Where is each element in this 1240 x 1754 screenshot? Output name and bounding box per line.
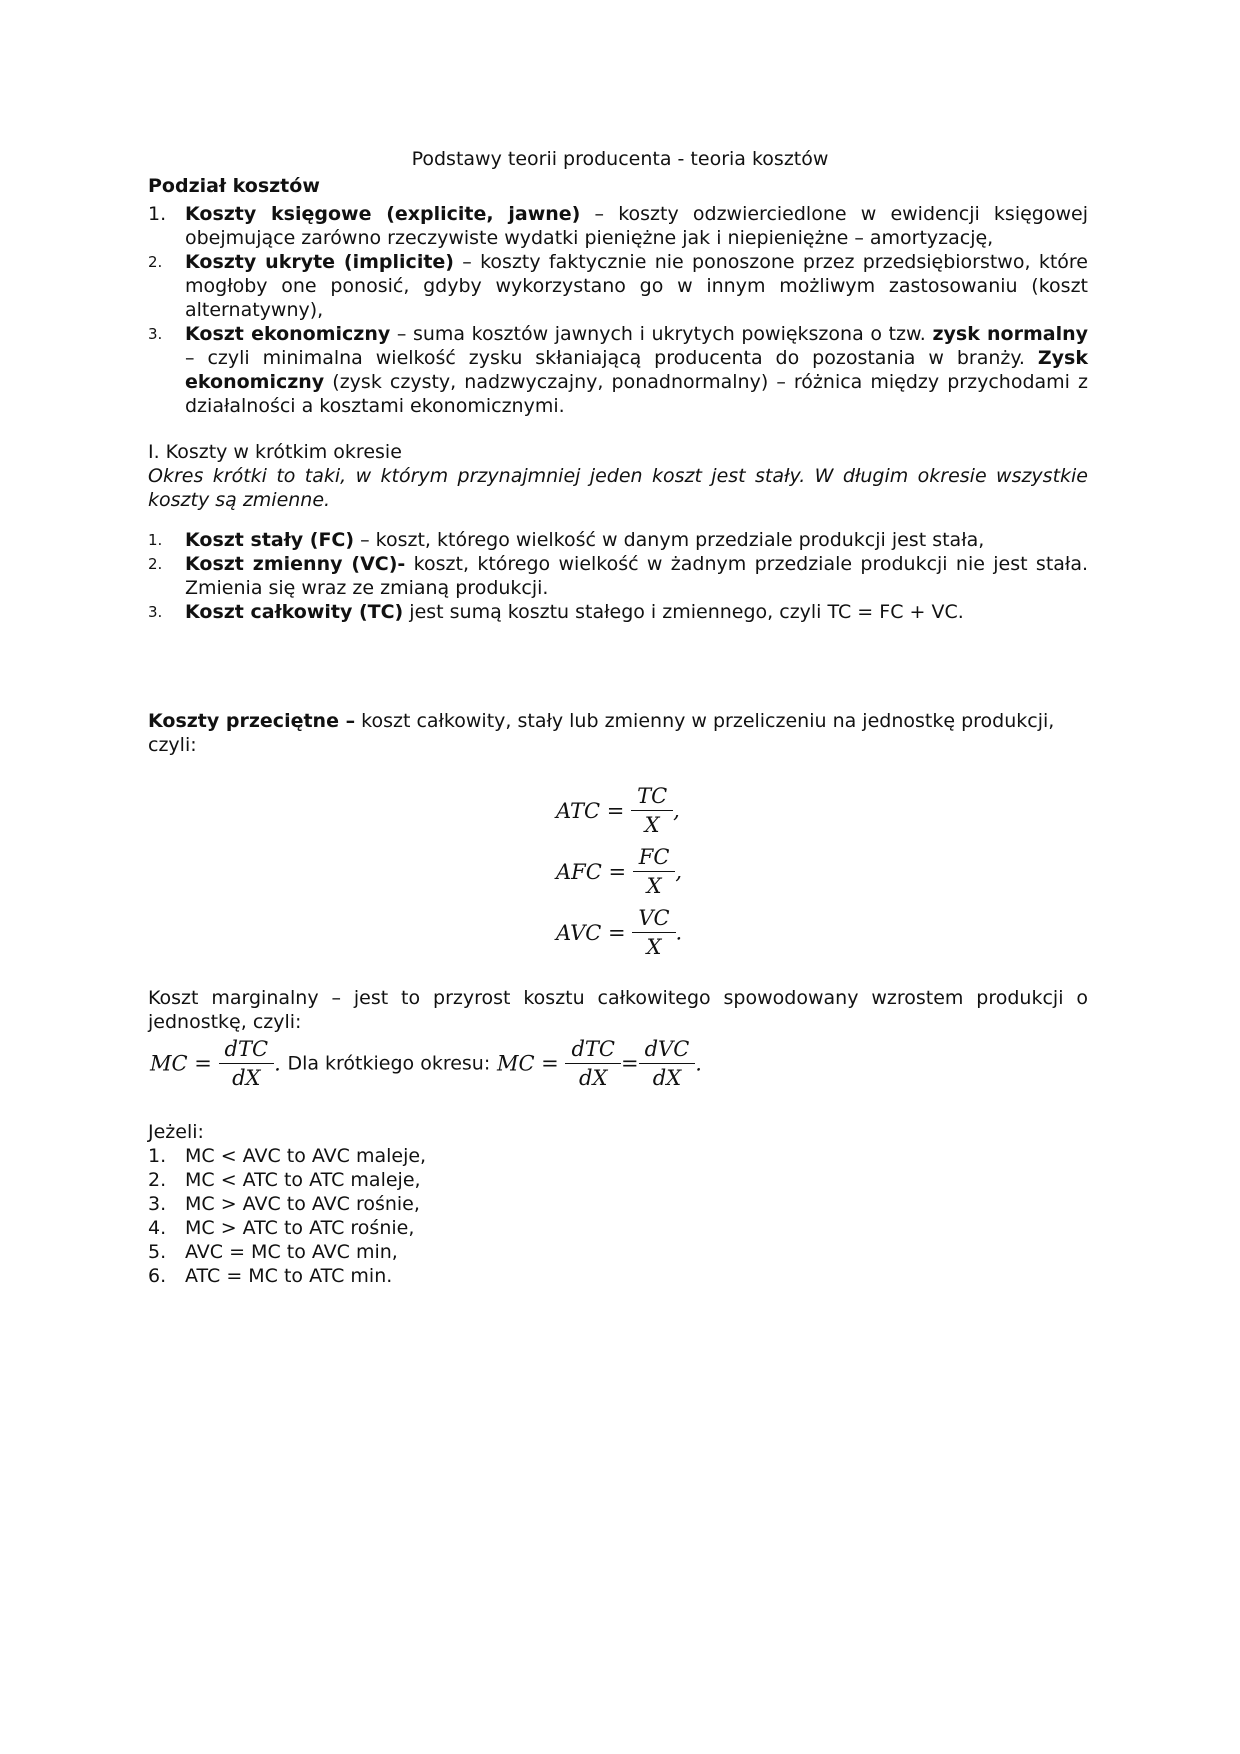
fraction-denominator: dX xyxy=(579,1066,608,1090)
condition-text: MC > AVC to AVC rośnie, xyxy=(185,1193,420,1215)
short-run-heading: I. Koszty w krótkim okresie xyxy=(148,441,402,463)
term-definition: koszt całkowity, stały lub zmienny w przeliczeniu na jednostkę produkcji, czyli: xyxy=(148,710,1055,756)
list-item xyxy=(148,528,1088,552)
fraction-numerator: dTC xyxy=(565,1035,621,1064)
short-run-cost-list-block xyxy=(148,528,1088,624)
condition-text: AVC = MC to AVC min, xyxy=(185,1241,398,1263)
fraction-denominator: dX xyxy=(232,1066,261,1090)
formula-lhs: MC = xyxy=(496,1051,559,1076)
term-definition: – suma kosztów jawnych i ukrytych powiększona o tzw. xyxy=(390,323,933,345)
formula-fraction xyxy=(632,904,675,961)
cost-division-section xyxy=(148,174,1088,418)
term-bold: Koszty przeciętne – xyxy=(148,710,356,732)
formula-end: , xyxy=(675,859,683,884)
term-definition: koszt, którego wielkość w żadnym przedziale produkcji nie jest stała. Zmienia się wraz ze zmianą produkcji. xyxy=(185,553,1089,599)
list-item-number: 2. xyxy=(148,253,163,271)
conditions-list xyxy=(148,1144,1088,1288)
condition-text: MC < AVC to AVC maleje, xyxy=(185,1145,427,1167)
term-bold: Koszt całkowity (TC) xyxy=(185,601,404,623)
cost-division-list xyxy=(148,202,1088,418)
formula-fraction xyxy=(633,843,676,900)
list-item xyxy=(148,1216,1088,1240)
list-item-number: 4. xyxy=(148,1217,167,1239)
term-definition: (zysk czysty, nadzwyczajny, ponadnormalny) – różnica między przychodami z działalności a kosztami ekonomicznymi. xyxy=(185,371,1088,417)
avc-formula xyxy=(556,904,682,961)
formula-end: . xyxy=(274,1051,281,1076)
afc-formula xyxy=(556,843,682,900)
term-definition: – koszty faktycznie nie ponoszone przez przedsiębiorstwo, które mogłoby one ponosić, gdyby wykorzystano go w innym możliwym zastosowaniu (koszt alternatywny), xyxy=(185,251,1088,321)
list-item-number: 5. xyxy=(148,1241,167,1263)
short-run-cost-list xyxy=(148,528,1088,624)
list-item-number: 2. xyxy=(148,1169,167,1191)
term-definition: – koszt, którego wielkość w danym przedziale produkcji jest stała, xyxy=(354,529,985,551)
term-definition: – koszty odzwierciedlone w ewidencji księgowej obejmujące zarówno rzeczywiste wydatki pieniężne jak i niepieniężne – amortyzację, xyxy=(185,203,1088,249)
list-item xyxy=(148,1192,1088,1216)
term-bold: zysk normalny xyxy=(932,323,1089,345)
short-run-intro: Okres krótki to taki, w którym przynajmniej jeden koszt jest stały. W długim okresie wszystkie koszty są zmienne. xyxy=(148,465,1088,511)
term-bold: Koszt stały (FC) xyxy=(185,529,355,551)
conditions-heading: Jeżeli: xyxy=(148,1121,204,1143)
list-item xyxy=(148,1144,1088,1168)
formula-lhs: MC = xyxy=(150,1051,212,1076)
fraction-numerator: FC xyxy=(633,843,676,872)
atc-formula xyxy=(556,782,680,839)
condition-text: MC < ATC to ATC maleje, xyxy=(185,1169,421,1191)
formula-end: . xyxy=(695,1051,702,1076)
marginal-cost-paragraph: Koszt marginalny – jest to przyrost kosztu całkowitego spowodowany wzrostem produkcji o jednostkę, czyli: xyxy=(148,987,1088,1033)
list-item-number: 1. xyxy=(148,531,163,549)
formula-lhs: ATC = xyxy=(556,798,625,823)
list-item-number: 2. xyxy=(148,555,163,573)
condition-text: MC > ATC to ATC rośnie, xyxy=(185,1217,415,1239)
formula-fraction xyxy=(219,1035,275,1092)
list-item-number: 3. xyxy=(148,325,163,343)
fraction-denominator: dX xyxy=(652,1066,682,1090)
formula-fraction xyxy=(639,1035,696,1092)
formula-lhs: AFC = xyxy=(556,859,627,884)
list-item xyxy=(148,1264,1088,1288)
formula-end: . xyxy=(675,920,683,945)
conditions-section xyxy=(148,1120,1088,1288)
list-item-number: 3. xyxy=(148,1193,167,1215)
list-item xyxy=(148,1240,1088,1264)
fraction-denominator: X xyxy=(644,813,660,837)
cost-division-heading: Podział kosztów xyxy=(148,175,320,197)
list-item xyxy=(148,202,1088,250)
fraction-numerator: TC xyxy=(631,782,673,811)
list-item-number: 3. xyxy=(148,603,163,621)
term-bold: Koszty ukryte (implicite) xyxy=(185,251,454,273)
formula-fraction xyxy=(631,782,673,839)
list-item xyxy=(148,600,1088,624)
list-item xyxy=(148,322,1088,418)
list-item xyxy=(148,250,1088,322)
fraction-denominator: X xyxy=(646,874,662,898)
short-run-section xyxy=(148,440,1088,512)
term-bold: Koszt zmienny (VC)- xyxy=(185,553,406,575)
list-item-number: 1. xyxy=(148,203,167,225)
term-definition: – czyli minimalna wielkość zysku skłaniającą producenta do pozostania w branży. xyxy=(185,347,1038,369)
term-bold: Koszty księgowe (explicite, jawne) xyxy=(185,203,581,225)
list-item xyxy=(148,1168,1088,1192)
list-item-number: 6. xyxy=(148,1265,167,1287)
formula-fraction xyxy=(565,1035,621,1092)
average-cost-paragraph xyxy=(148,709,1088,757)
short-run-label: Dla krótkiego okresu: xyxy=(287,1052,491,1075)
list-item xyxy=(148,552,1088,600)
fraction-numerator: dVC xyxy=(639,1035,696,1064)
list-item-number: 1. xyxy=(148,1145,167,1167)
fraction-denominator: X xyxy=(646,935,662,959)
formula-end: , xyxy=(673,798,680,823)
fraction-numerator: dTC xyxy=(219,1035,275,1064)
formula-lhs: AVC = xyxy=(556,920,626,945)
condition-text: ATC = MC to ATC min. xyxy=(185,1265,393,1287)
formula-equals: = xyxy=(621,1051,639,1076)
term-definition: jest sumą kosztu stałego i zmiennego, czyli TC = FC + VC. xyxy=(403,601,964,623)
marginal-cost-formulas xyxy=(150,1035,1090,1092)
term-bold: Koszt ekonomiczny xyxy=(185,323,391,345)
fraction-numerator: VC xyxy=(632,904,675,933)
term-bold: Zysk ekonomiczny xyxy=(185,347,1088,393)
document-title: Podstawy teorii producenta - teoria kosztów xyxy=(411,148,829,170)
